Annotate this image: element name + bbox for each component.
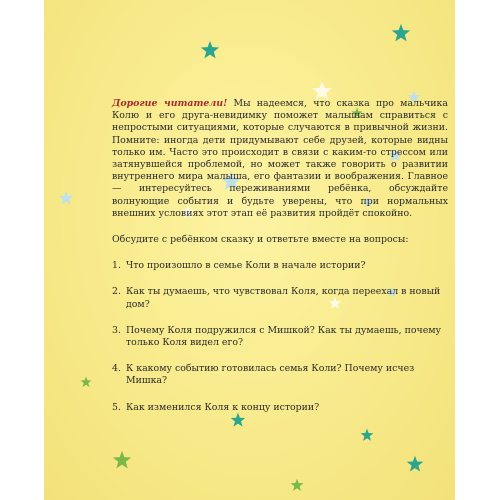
star-icon [360, 428, 374, 442]
star-icon [391, 23, 411, 43]
star-icon [200, 40, 220, 60]
question-text: Как ты думаешь, что чувствовал Коля, когда переехал в новый дом? [126, 286, 441, 310]
book-page [44, 0, 455, 500]
questions-list [112, 260, 448, 414]
question-text: К какому событию готовилась семья Коли? Почему исчез Мишка? [126, 363, 415, 387]
question-item [112, 286, 448, 310]
questions-intro: Обсудите с ребёнком сказку и ответьте вместе на вопросы: [112, 234, 409, 246]
star-icon [406, 455, 424, 473]
question-number: 3. [112, 324, 121, 336]
question-number: 5. [112, 401, 121, 413]
question-item [112, 363, 448, 387]
intro-paragraph [112, 98, 448, 220]
star-icon [290, 478, 304, 492]
question-number: 2. [112, 286, 121, 298]
intro-lead: Дорогие читатели! [112, 98, 228, 109]
question-text: Почему Коля подружился с Мишкой? Как ты думаешь, почему только Коля видел его? [126, 324, 442, 349]
intro-body: Мы надеемся, что сказка про мальчика Колю и его друга-невидимку поможет малышам справиться с непростыми ситуациями, которые случаются в привычной жизни. Помните: иногда дети придумывают себе друзей, которые видны только им. Часто это происходит в связи с каким-то стрессом или затянувшейся проблемой, но может также говорить о развитии внутреннего мира малыша, его фантазии и воображения. Главное — интересуйтесь переживаниями ребёнка, обсуждайте волнующие события и будьте уверены, что при нормальных внешних условиях этот этап её развития пройдёт спокойно. [112, 98, 449, 219]
question-item [112, 260, 448, 272]
star-icon [230, 412, 246, 428]
text-block [112, 98, 448, 414]
question-number: 4. [112, 363, 121, 375]
question-text: Как изменился Коля к концу истории? [126, 401, 320, 413]
question-item [112, 402, 448, 414]
star-icon [80, 376, 92, 388]
question-text: Что произошло в семье Коли в начале истории? [126, 260, 366, 272]
star-icon [58, 190, 74, 206]
question-number: 1. [112, 260, 121, 272]
star-icon [112, 450, 132, 470]
question-item [112, 325, 448, 349]
